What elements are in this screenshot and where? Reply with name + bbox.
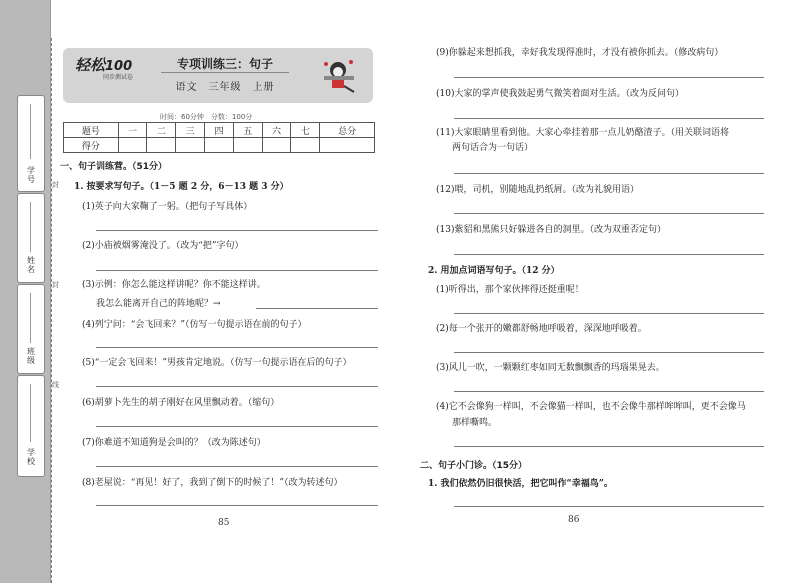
- page-title: 专项训练三：句子: [176, 57, 273, 71]
- class-box[interactable]: [17, 284, 45, 374]
- question-heading: 2. 用加点词语写句子。（12 分）: [428, 266, 560, 276]
- answer-line[interactable]: [454, 118, 764, 119]
- answer-line[interactable]: [96, 426, 378, 427]
- answer-line[interactable]: [454, 254, 764, 255]
- left-page: [60, 0, 390, 583]
- question-item: (8)老屋说：“再见！好了，我到了倒下的时候了！”（改为转述句）: [82, 478, 343, 488]
- question-item: (3)示例：你怎么能这样讲呢？你不能这样讲。: [82, 280, 266, 290]
- answer-line[interactable]: [96, 466, 378, 467]
- question-item: (11)大家眼睛里看到他。大家心牵挂着那一点儿奶酪渣子。（用关联词语将: [436, 128, 729, 138]
- answer-line[interactable]: [96, 270, 378, 271]
- score-value-row: [64, 138, 375, 153]
- answer-line[interactable]: [454, 173, 764, 174]
- section-heading: 一、句子训练营。（51分）: [60, 162, 168, 172]
- answer-line[interactable]: [96, 386, 378, 387]
- score-input[interactable]: [233, 138, 262, 153]
- cell: 四: [205, 123, 234, 138]
- answer-line[interactable]: [96, 230, 378, 231]
- answer-line[interactable]: [454, 506, 764, 507]
- question-item: (13)紫貂和黑熊只好躲进各自的洞里。（改为双重否定句）: [436, 225, 666, 235]
- question-item: (3)风儿一吹，一颗颗红枣如同无数飘飘香的玛瑙果晃去。: [436, 363, 665, 373]
- cell: 五: [233, 123, 262, 138]
- cell: 二: [147, 123, 176, 138]
- score-input[interactable]: [118, 138, 147, 153]
- mascot-icon: [318, 56, 360, 96]
- question-item: (4)列宁问：“会飞回来？”（仿写一句提示语在前的句子）: [82, 320, 307, 330]
- question-item: (2)小庙被烟雾淹没了。（改为“把”字句）: [82, 241, 244, 251]
- question-item: (9)你躲起来想抓我，幸好我发现得准时，才没有被你抓去。（修改病句）: [436, 48, 724, 58]
- cut-line: [51, 38, 52, 583]
- question-item: (10)大家的掌声使我鼓起勇气微笑着面对生活。（改为反问句）: [436, 89, 684, 99]
- title-banner: [63, 48, 373, 103]
- answer-line[interactable]: [454, 77, 764, 78]
- name-box[interactable]: [17, 193, 45, 283]
- right-page: [420, 0, 770, 583]
- answer-line[interactable]: [454, 213, 764, 214]
- logo: 轻松100: [75, 56, 133, 74]
- question-item: 那样嘶鸣。: [452, 418, 498, 428]
- page-number: 86: [568, 515, 580, 525]
- cell: 题号: [64, 123, 119, 138]
- cell: 总分: [320, 123, 375, 138]
- subject-grade: 语文 三年级 上册: [175, 82, 275, 93]
- score-input[interactable]: [262, 138, 291, 153]
- binding-strip: [0, 0, 51, 583]
- question-item: (1)英子向大家鞠了一躬。（把句子写具体）: [82, 202, 253, 212]
- score-table: [63, 122, 375, 153]
- question-item: 我怎么能离开自己的阵地呢？→: [96, 299, 221, 309]
- student-number-label: 学 号: [27, 166, 35, 184]
- question-item: (7)你难道不知道狗是会叫的？（改为陈述句）: [82, 438, 266, 448]
- answer-line[interactable]: [454, 313, 764, 314]
- school-box[interactable]: [17, 375, 45, 477]
- logo-subtitle: 同步测试卷: [103, 74, 134, 81]
- question-item: (1)听得出，那个家伙摔得还挺重呢！: [436, 285, 584, 295]
- question-item: (6)胡萝卜先生的胡子刚好在风里飘动着。（缩句）: [82, 398, 280, 408]
- answer-line[interactable]: [96, 347, 378, 348]
- answer-line[interactable]: [454, 446, 764, 447]
- answer-line[interactable]: [96, 505, 378, 506]
- section-heading: 二、句子小门诊。（15分）: [420, 461, 528, 471]
- page-number: 85: [218, 518, 230, 528]
- cell: 一: [118, 123, 147, 138]
- question-item: (12)喂，司机，别随地乱扔纸屑。（改为礼貌用语）: [436, 185, 639, 195]
- cell: 七: [291, 123, 320, 138]
- score-input[interactable]: [291, 138, 320, 153]
- cell: 得分: [64, 138, 119, 153]
- score-input[interactable]: [205, 138, 234, 153]
- answer-line[interactable]: [454, 352, 764, 353]
- school-label: 学 校: [27, 448, 35, 466]
- question-heading: 1. 按要求写句子。（1－5 题 2 分，6－13 题 3 分）: [74, 182, 289, 192]
- line-mark: 线: [52, 381, 59, 389]
- time-score: 时间：60分钟 分数：100分: [160, 113, 253, 121]
- score-input[interactable]: [176, 138, 205, 153]
- score-input[interactable]: [320, 138, 375, 153]
- question-item: (4)它不会像狗一样叫，不会像猫一样叫，也不会像牛那样哞哞叫，更不会像马: [436, 402, 746, 412]
- student-number-box[interactable]: [17, 95, 45, 192]
- question-item: (5)“一定会飞回来！”男孩肯定地说。（仿写一句提示语在后的句子）: [82, 358, 352, 368]
- seal-mark: 封: [52, 181, 59, 189]
- score-header-row: [64, 123, 375, 138]
- class-label: 班 级: [27, 347, 35, 365]
- question-item: 两句话合为一句话）: [452, 143, 534, 153]
- question-item: (2)每一个张开的嫩都舒畅地呼吸着，深深地呼吸着。: [436, 324, 647, 334]
- question-heading: 1. 我们依然仍旧很快活，把它叫作“幸福鸟”。: [428, 479, 613, 489]
- cell: 三: [176, 123, 205, 138]
- name-label: 姓 名: [27, 256, 35, 274]
- answer-line[interactable]: [256, 308, 378, 309]
- answer-line[interactable]: [454, 391, 764, 392]
- cell: 六: [262, 123, 291, 138]
- score-input[interactable]: [147, 138, 176, 153]
- seal-mark: 封: [52, 281, 59, 289]
